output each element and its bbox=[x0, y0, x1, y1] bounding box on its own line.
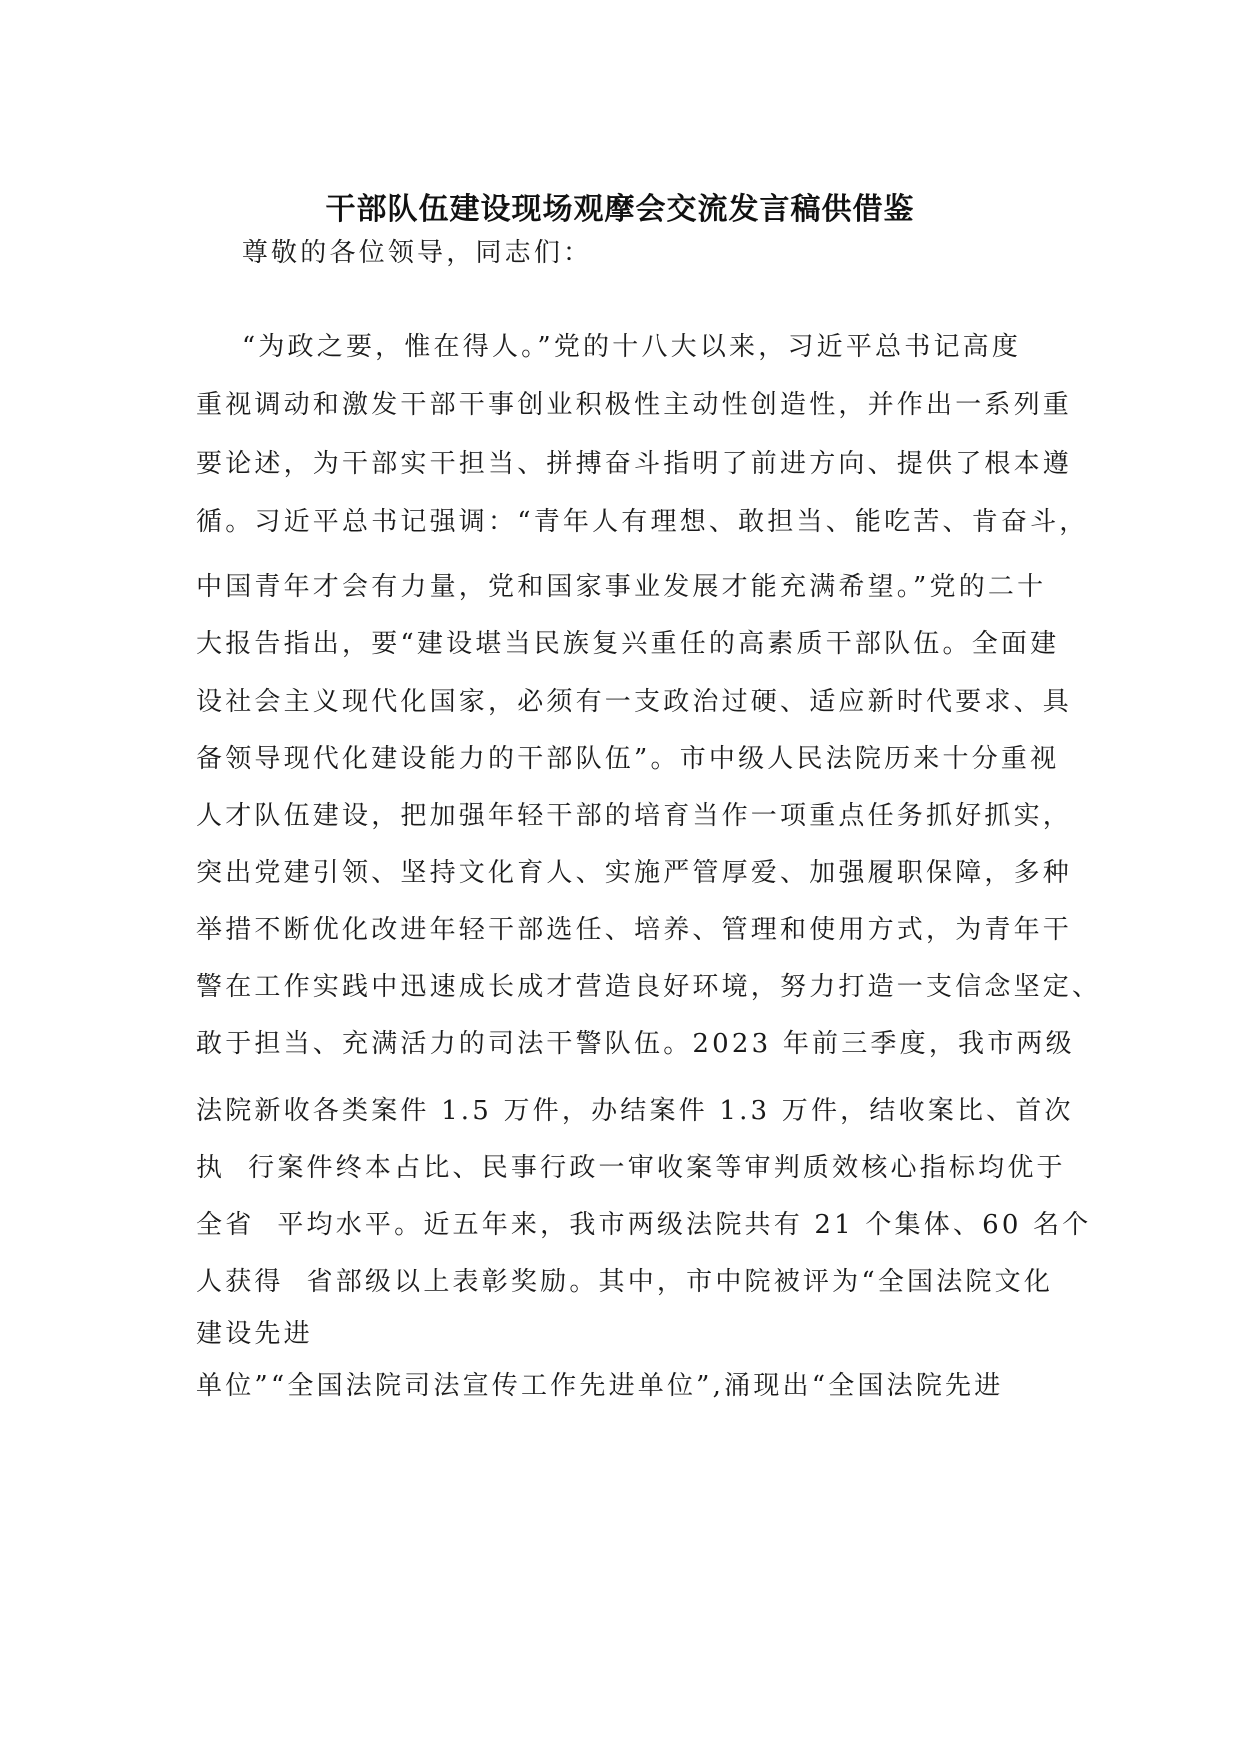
body-line: 大报告指出，要“建设堪当民族复兴重任的高素质干部队伍。全面建 bbox=[196, 629, 1060, 659]
body-line: 中国青年才会有力量，党和国家事业发展才能充满希望。”党的二十 bbox=[196, 572, 1047, 602]
body-line: 举措不断优化改进年轻干部选任、培养、管理和使用方式，为青年干 bbox=[196, 915, 1073, 945]
body-line: 要论述，为干部实干担当、拼搏奋斗指明了前进方向、提供了根本遵 bbox=[196, 449, 1073, 479]
document-title: 干部队伍建设现场观摩会交流发言稿供借鉴 bbox=[325, 192, 915, 227]
body-line: 法院新收各类案件 1.5 万件，办结案件 1.3 万件，结收案比、首次 bbox=[196, 1096, 1074, 1126]
salutation-line: 尊敬的各位领导，同志们： bbox=[196, 238, 593, 268]
body-line: 执 行案件终本占比、民事行政一审收案等审判质效核心指标均优于 bbox=[196, 1153, 1066, 1183]
body-line: 敢于担当、充满活力的司法干警队伍。2023 年前三季度，我市两级 bbox=[196, 1029, 1075, 1059]
body-line: 全省 平均水平。近五年来，我市两级法院共有 21 个集体、60 名个 bbox=[196, 1210, 1092, 1240]
body-line: 人获得 省部级以上表彰奖励。其中，市中院被评为“全国法院文化 bbox=[196, 1267, 1054, 1297]
body-line: “为政之要，惟在得人。”党的十八大以来，习近平总书记高度 bbox=[196, 332, 1022, 362]
body-line: 设社会主义现代化国家，必须有一支政治过硬、适应新时代要求、具 bbox=[196, 687, 1073, 717]
body-line: 人才队伍建设，把加强年轻干部的培育当作一项重点任务抓好抓实， bbox=[196, 801, 1073, 831]
body-line: 警在工作实践中迅速成长成才营造良好环境，努力打造一支信念坚定、 bbox=[196, 972, 1102, 1002]
body-line: 重视调动和激发干部干事创业积极性主动性创造性，并作出一系列重 bbox=[196, 390, 1073, 420]
body-line: 单位”“全国法院司法宣传工作先进单位”,涌现出“全国法院先进 bbox=[196, 1371, 1004, 1401]
body-line: 循。习近平总书记强调：“青年人有理想、敢担当、能吃苦、肯奋斗， bbox=[196, 507, 1089, 537]
body-line: 备领导现代化建设能力的干部队伍”。市中级人民法院历来十分重视 bbox=[196, 744, 1060, 774]
body-line: 突出党建引领、坚持文化育人、实施严管厚爱、加强履职保障，多种 bbox=[196, 858, 1073, 888]
body-line: 建设先进 bbox=[196, 1319, 313, 1349]
